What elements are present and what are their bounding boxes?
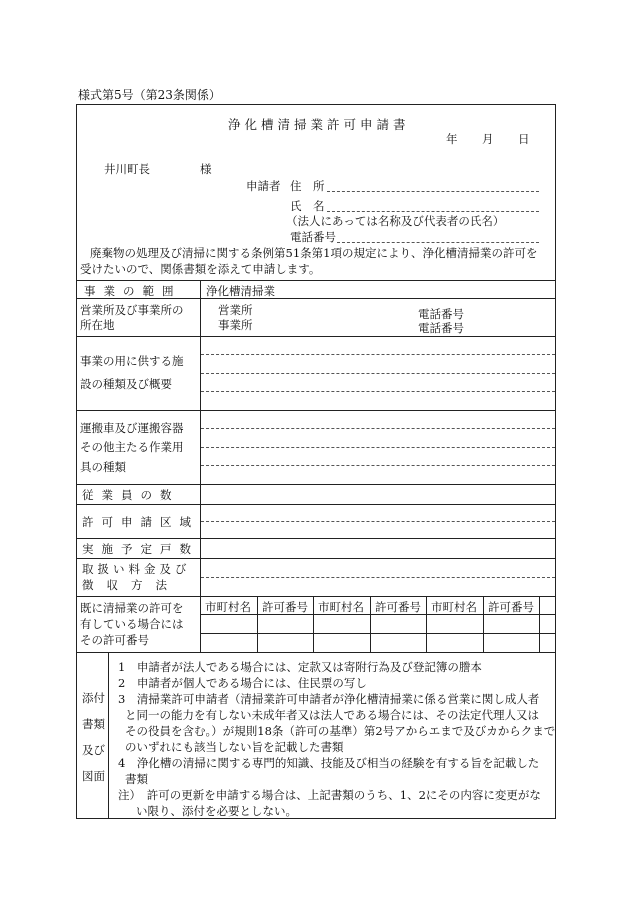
office-phone-1: 電話番号 [418, 307, 464, 321]
vehicle-label-1: 運搬車及び運搬容器 [80, 421, 184, 435]
form-label: 様式第5号（第23条関係） [78, 88, 221, 102]
attach-item-3: 3 清掃業許可申請者（清掃業許可申請者が浄化槽清掃業に係る営業に関し成人者 [118, 692, 540, 706]
attach-item-4-cont: 書類 [125, 772, 148, 786]
prior-label-3: その許可番号 [80, 633, 149, 647]
attach-item-1: 1 申請者が法人である場合には、定款又は寄附行為及び登記簿の謄本 [118, 660, 482, 674]
facility-label-2: 設の種類及び概要 [80, 377, 172, 391]
prior-label-2: 有している場合には [80, 617, 184, 631]
phone-underline [337, 242, 539, 243]
vehicle-label-2: その他主たる作業用 [80, 440, 184, 454]
attach-label-1: 添付 [82, 691, 105, 705]
fee-dotline [201, 577, 555, 578]
area-label: 許可申請区域 [82, 515, 199, 529]
prior-col-rule [257, 596, 258, 652]
row-rule [76, 336, 556, 337]
scope-label: 事業の範囲 [84, 284, 182, 298]
office-label-2: 所在地 [80, 318, 115, 332]
prior-subrule [200, 633, 556, 634]
row-rule [76, 504, 556, 505]
intro-line-2: 受けたいので、関係書類を添えて申請します。 [80, 262, 321, 276]
applicant-corp-note: （法人にあっては名称及び代表者の氏名） [286, 214, 505, 228]
attach-item-3-cont: のいずれにも該当しない旨を記載した書類 [125, 740, 344, 754]
addressee-name: 井川町長 [104, 162, 150, 176]
attach-note-cont: い限り、添付を必要としない。 [136, 804, 297, 818]
frame-left [76, 104, 77, 819]
prior-col-rule [426, 596, 427, 652]
attach-item-3-cont: と同一の能力を有しない未成年者又は法人である場合には、その法定代理人又は [125, 708, 539, 722]
date-day: 日 [518, 132, 530, 146]
row-rule [76, 558, 556, 559]
row-rule [76, 280, 556, 281]
row-rule [76, 596, 556, 597]
row-rule [76, 410, 556, 411]
office-phone-2: 電話番号 [418, 321, 464, 335]
row-rule [76, 538, 556, 539]
page-title: 浄化槽清掃業許可申請書 [228, 117, 410, 132]
frame-top [76, 104, 556, 105]
frame-right [555, 104, 556, 819]
attach-col-rule [108, 652, 109, 818]
attach-label-3: 及び [82, 743, 105, 757]
date-year: 年 [446, 132, 458, 146]
facility-dotline [201, 373, 555, 374]
vehicle-label-3: 具の種類 [80, 460, 126, 474]
vehicle-dotline [201, 428, 555, 429]
staff-label: 従業員の数 [82, 488, 180, 502]
area-dotline [201, 521, 555, 522]
prior-col-rule [313, 596, 314, 652]
col-rule [200, 280, 201, 652]
facility-dotline [201, 354, 555, 355]
name-underline [327, 211, 539, 212]
office-jigyo: 事業所 [218, 318, 253, 332]
applicant-name-label[interactable]: 氏 名 [290, 199, 325, 213]
vehicle-dotline [201, 465, 555, 466]
applicant-label: 申請者 [246, 179, 281, 193]
office-eigyo: 営業所 [218, 303, 253, 317]
households-label: 実施予定戸数 [82, 542, 199, 556]
facility-dotline [201, 391, 555, 392]
prior-header-city: 市町村名 [318, 600, 364, 614]
date-month: 月 [482, 132, 494, 146]
applicant-phone-label[interactable]: 電話番号 [290, 230, 336, 244]
intro-line-1: 廃棄物の処理及び清掃に関する条例第51条第1項の規定により、浄化槽清掃業の許可を [90, 246, 538, 260]
prior-header-license: 許可番号 [262, 600, 308, 614]
prior-header-license: 許可番号 [375, 600, 421, 614]
office-label-1: 営業所及び事業所の [80, 303, 184, 317]
attach-label-2: 書類 [82, 717, 105, 731]
fee-label-1: 取扱い料金及び [82, 562, 191, 576]
applicant-address-label[interactable]: 住 所 [290, 179, 325, 193]
row-rule [76, 652, 556, 653]
prior-header-city: 市町村名 [431, 600, 477, 614]
prior-col-rule [370, 596, 371, 652]
address-underline [327, 191, 539, 192]
prior-header-license: 許可番号 [488, 600, 534, 614]
vehicle-dotline [201, 447, 555, 448]
prior-label-1: 既に清掃業の許可を [80, 601, 184, 615]
fee-label-2: 徴収方法 [82, 578, 180, 592]
prior-col-rule [539, 596, 540, 652]
attach-item-4: 4 浄化槽の清掃に関する専門的知識、技能及び相当の経験を有する旨を記載した [118, 756, 540, 770]
attach-label-4: 図面 [82, 769, 105, 783]
addressee-honorific: 様 [200, 162, 212, 176]
attach-note: 注） 許可の更新を申請する場合は、上記書類のうち、1、2にその内容に変更がな [118, 788, 541, 802]
facility-label-1: 事業の用に供する施 [80, 354, 184, 368]
row-rule [76, 484, 556, 485]
attach-item-2: 2 申請者が個人である場合には、住民票の写し [118, 676, 367, 690]
attach-item-3-cont: その役員を含む。）が規則18条（許可の基準）第2号アからエまで及びカからクまで [125, 724, 556, 738]
prior-col-rule [483, 596, 484, 652]
scope-value: 浄化槽清掃業 [206, 284, 275, 298]
prior-header-city: 市町村名 [205, 600, 251, 614]
